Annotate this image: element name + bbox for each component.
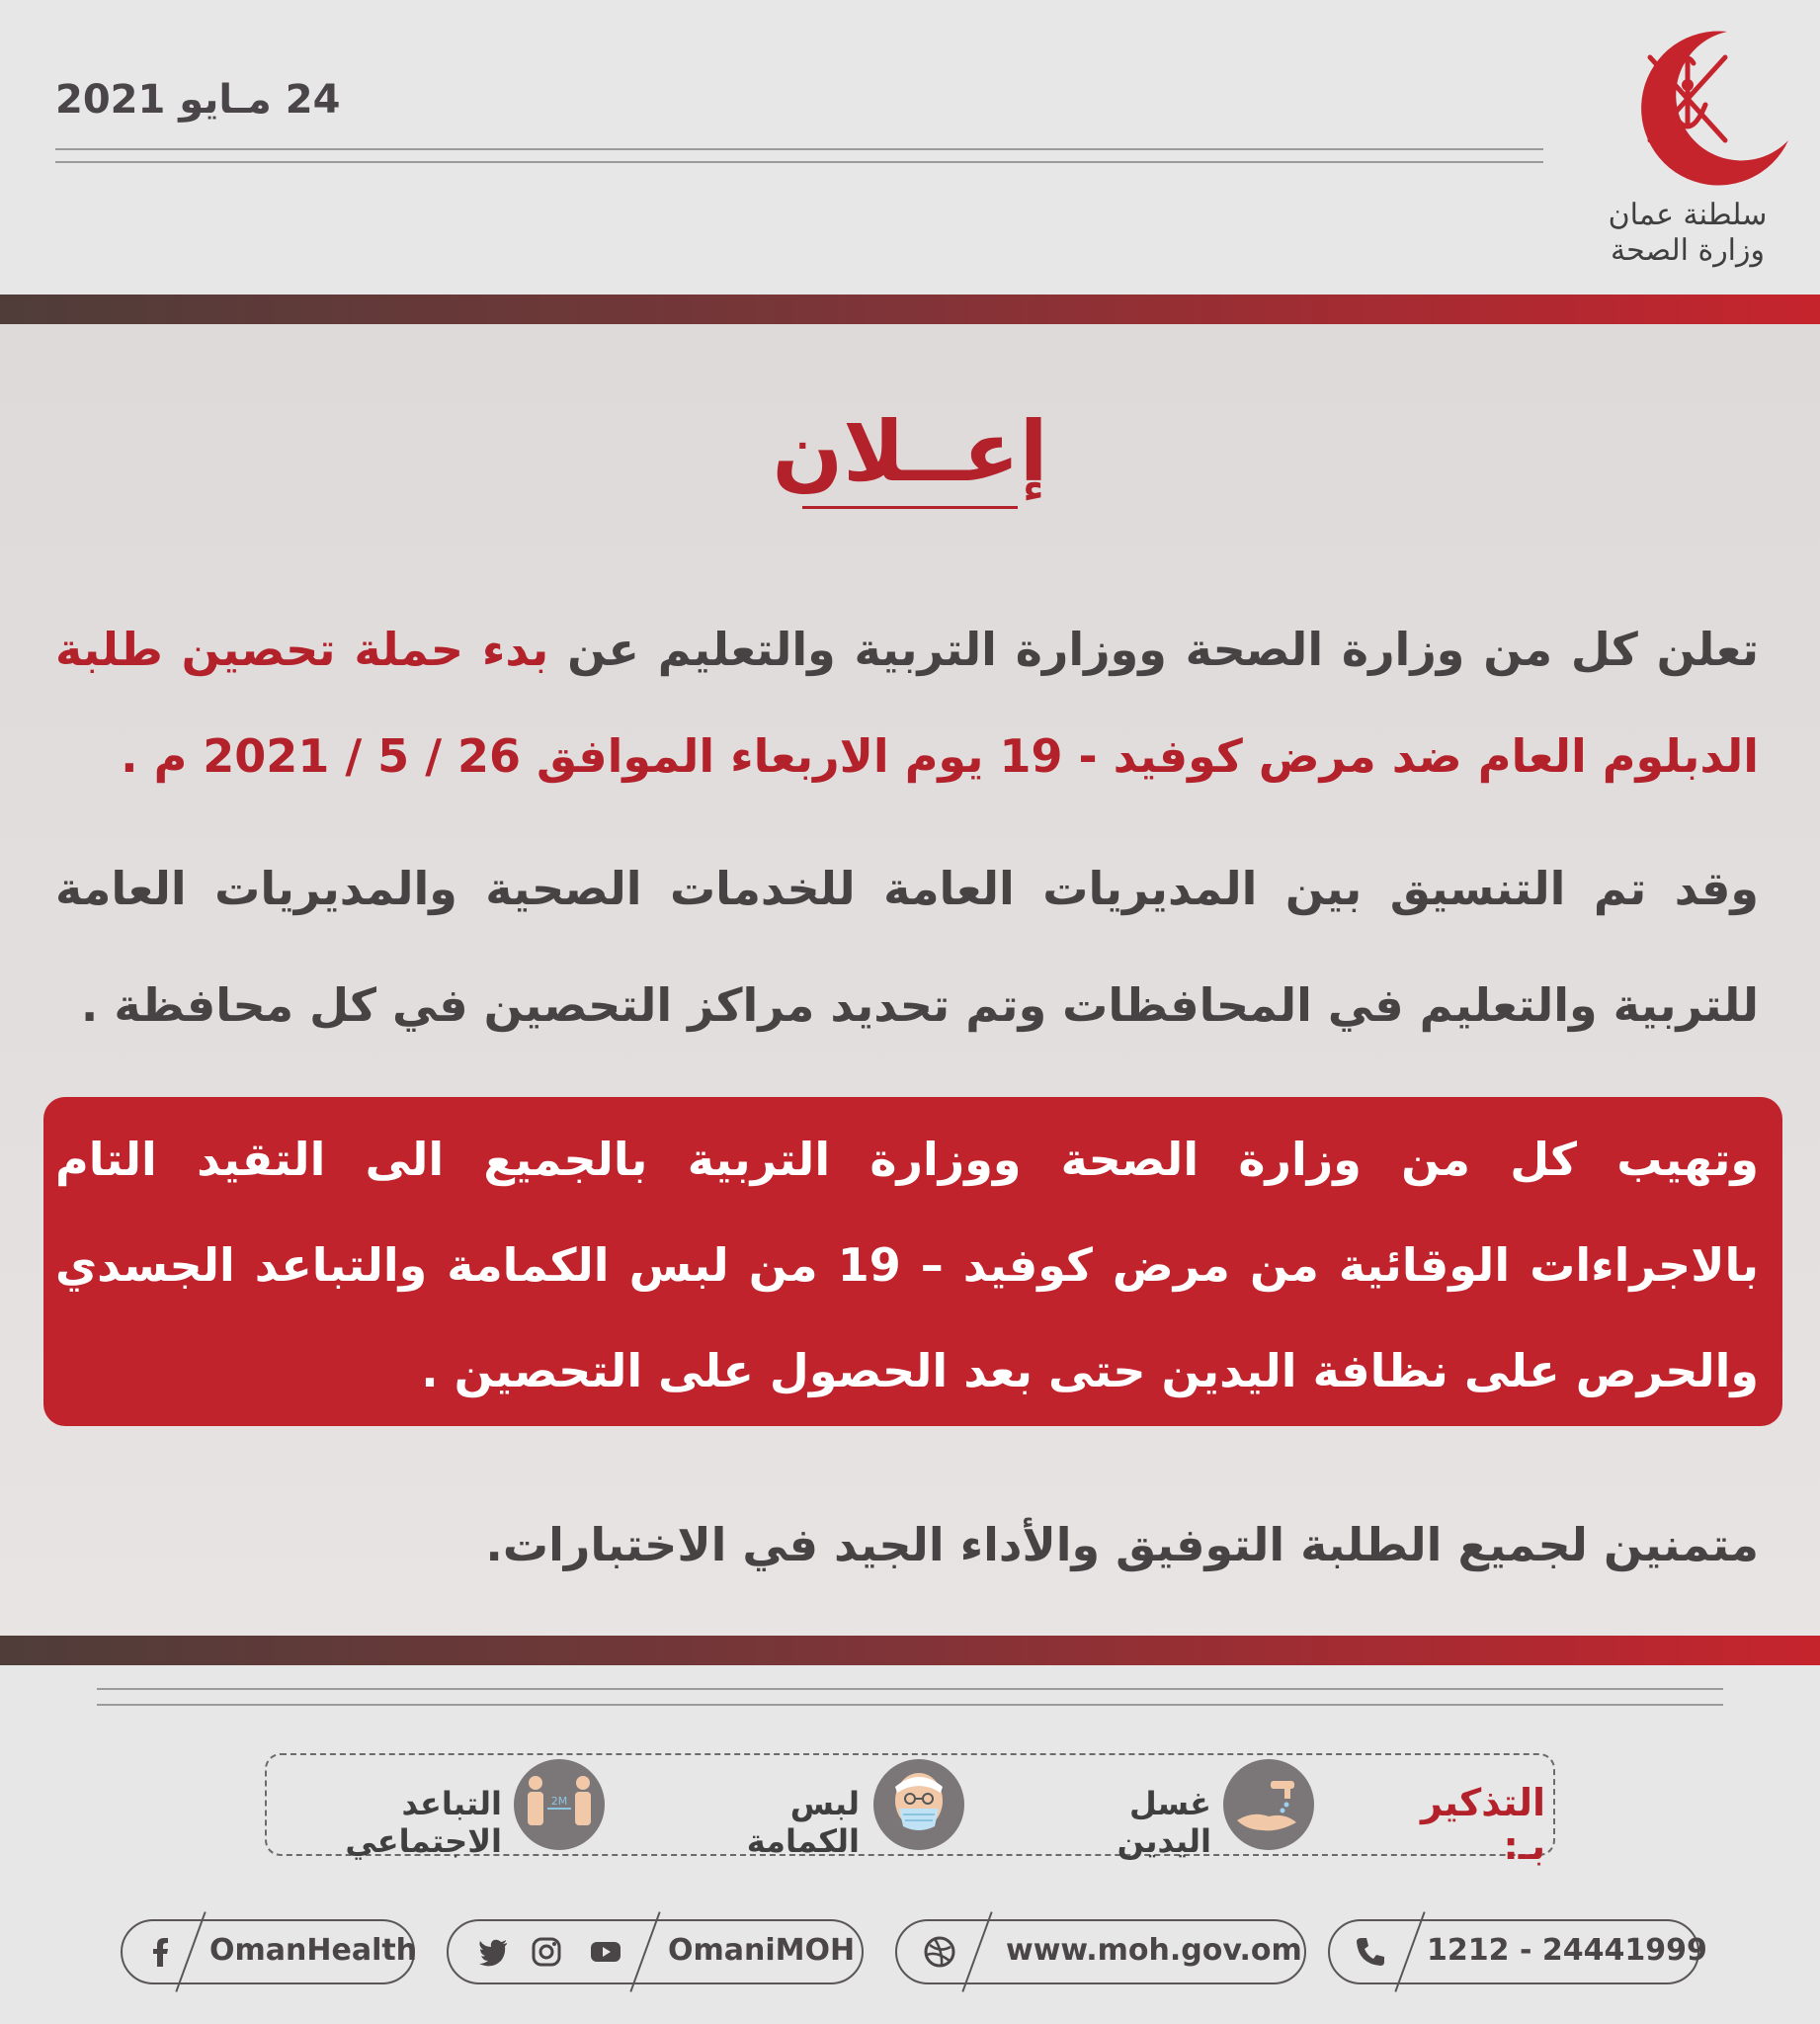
facebook-icon[interactable] bbox=[144, 1935, 178, 1969]
bottom-gradient-bar bbox=[0, 1636, 1820, 1665]
paragraph-1-text: تعلن كل من وزارة الصحة ووزارة التربية والتعليم عن bbox=[548, 623, 1759, 676]
reminder-label: التذكير بـ: bbox=[1420, 1781, 1545, 1868]
title-underline bbox=[802, 506, 1018, 509]
phone-icon bbox=[1354, 1935, 1387, 1969]
hand-wash-icon bbox=[1223, 1759, 1314, 1850]
header bbox=[0, 0, 1820, 295]
instagram-icon[interactable] bbox=[530, 1935, 563, 1969]
facebook-handle[interactable]: OmanHealth bbox=[209, 1933, 418, 1968]
page-title: إعــلان bbox=[772, 403, 1048, 500]
ministry-logo-text bbox=[1573, 198, 1802, 269]
paragraph-1-highlight: بدء حملة تحصين طلبة الدبلوم العام ضد مرض كوفيد - 19 يوم الاربعاء الموافق 26 / 5 / 2021 م . bbox=[55, 623, 1759, 783]
face-mask-icon bbox=[873, 1759, 964, 1850]
footer-divider bbox=[97, 1704, 1723, 1706]
footer-divider bbox=[97, 1688, 1723, 1690]
logo-line-country: سلطنة عمان bbox=[1608, 198, 1768, 232]
reminder-item-mask: لبس الكمامة bbox=[746, 1785, 860, 1860]
twitter-icon[interactable] bbox=[476, 1935, 510, 1969]
distance-label: 2M bbox=[550, 1795, 568, 1808]
website-url[interactable]: www.moh.gov.om bbox=[1006, 1933, 1302, 1968]
top-gradient-bar bbox=[0, 295, 1820, 324]
announcement-paragraph-1 bbox=[55, 596, 1759, 809]
closing-text: متمنين لجميع الطلبة التوفيق والأداء الجيد في الاختبارات. bbox=[485, 1518, 1759, 1571]
announcement-date: 24 مـايو 2021 bbox=[55, 77, 341, 123]
reminder-item-hand-wash: غسل اليدين bbox=[1117, 1785, 1211, 1860]
youtube-icon[interactable] bbox=[589, 1935, 622, 1969]
globe-icon bbox=[923, 1935, 956, 1969]
social-distance-icon bbox=[514, 1759, 605, 1850]
logo-line-ministry: وزارة الصحة bbox=[1611, 233, 1765, 268]
social-handle[interactable]: OmaniMOH bbox=[668, 1933, 856, 1968]
announcement-paragraph-2: وقد تم التنسيق بين المديريات العامة للخدمات الصحية والمديريات العامة للتربية والتعليم في المحافظات وتم تحديد مراكز التحصين في كل محافظة . bbox=[55, 862, 1759, 1032]
reminder-item-distancing: التباعد الاجتماعي bbox=[345, 1785, 502, 1860]
header-divider bbox=[55, 161, 1543, 163]
header-divider bbox=[55, 148, 1543, 150]
precautions-text: وتهيب كل من وزارة الصحة ووزارة التربية بالجميع الى التقيد التام بالاجراءات الوقائية من مرض كوفيد – 19 من لبس الكمامة والتباعد الجسدي والحرص على نظافة اليدين حتى بعد الحصول على التحصين . bbox=[55, 1133, 1759, 1397]
phone-number[interactable]: 1212 - 24441999 bbox=[1427, 1933, 1707, 1968]
